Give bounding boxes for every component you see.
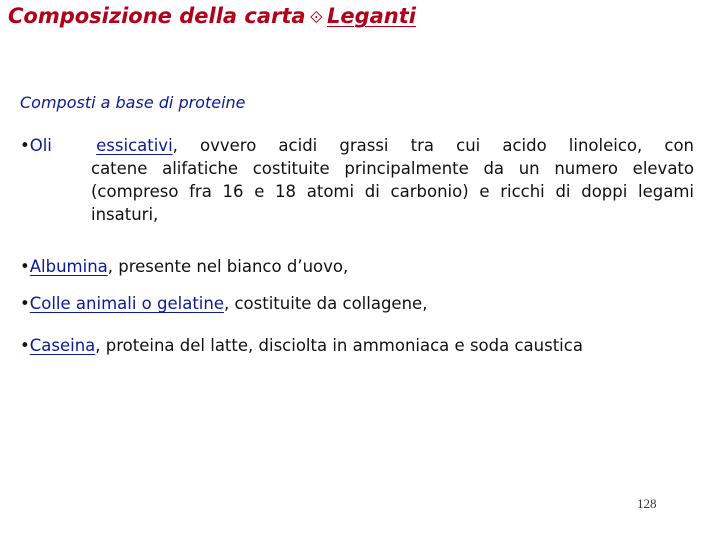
bullet-text: , costituite da collagene, [224, 294, 428, 313]
slide-title [8, 4, 416, 28]
title-highlight: Leganti [326, 4, 416, 28]
bullet-term: Oli [29, 136, 52, 155]
bullet-marker: • [20, 336, 30, 355]
bullet-marker: • [20, 136, 30, 155]
diamond-arrows-icon: ⟐ [309, 8, 323, 28]
bullet-colle-animali [20, 292, 694, 315]
bullet-albumina [20, 255, 694, 278]
page-number: 128 [637, 496, 657, 511]
bullet-text: , presente nel bianco d’uovo, [107, 257, 349, 276]
bullet-term-secondary: essicativi [96, 136, 173, 155]
bullet-term: Colle animali o gelatine [29, 294, 224, 313]
bullet-marker: • [20, 294, 30, 313]
bullet-text: , ovvero acidi grassi tra cui acido linoleico, con [172, 136, 694, 155]
bullet-text: , proteina del latte, disciolta in ammoniaca e soda caustica [95, 336, 583, 355]
section-subtitle: Composti a base di proteine [20, 93, 246, 112]
bullet-caseina [20, 334, 694, 357]
bullet-term: Albumina [29, 257, 108, 276]
bullet-term: Caseina [29, 336, 96, 355]
bullet-marker: • [20, 257, 30, 276]
bullet-oli-essicativi [20, 134, 694, 226]
bullet-first-line [20, 134, 694, 157]
title-main: Composizione della carta [8, 4, 306, 28]
bullet-continuation: catene alifatiche costituite principalmente da un numero elevato (compreso fra 16 e 18 atomi di carbonio) e ricchi di doppi legami insaturi, [91, 159, 694, 224]
